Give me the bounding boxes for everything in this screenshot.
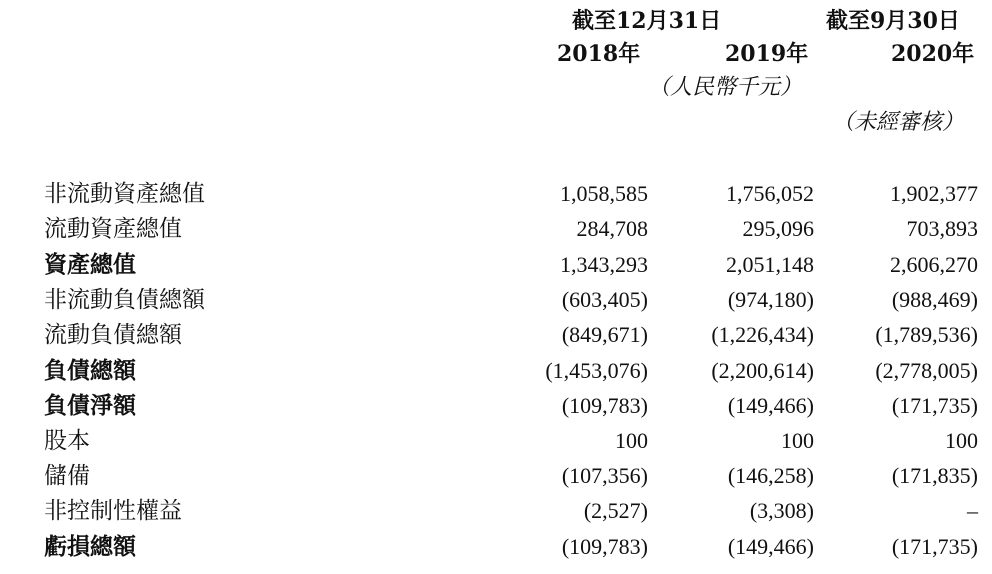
table-row [0, 356, 992, 390]
value-2018: (849,671) [561, 322, 648, 347]
value-2018: 284,708 [576, 216, 648, 241]
year-header-2018: 2018年 [557, 41, 641, 67]
table-row [0, 250, 992, 284]
table-row [0, 461, 992, 495]
value-2020: (988,469) [891, 287, 978, 312]
value-2018: 1,058,585 [560, 181, 648, 206]
row-label: 負債總額 [44, 357, 136, 384]
table-row [0, 391, 992, 425]
row-label: 流動負債總額 [44, 322, 182, 348]
value-2019: (2,200,614) [711, 358, 814, 383]
value-2019: (149,466) [727, 393, 814, 418]
table-row [0, 179, 992, 213]
value-2019: (1,226,434) [711, 322, 814, 347]
value-2018: (1,453,076) [545, 358, 648, 383]
value-2020: 2,606,270 [890, 252, 978, 277]
value-2019: 295,096 [742, 216, 814, 241]
value-2020: 703,893 [906, 216, 978, 241]
row-label: 非流動負債總額 [44, 287, 205, 313]
table-row [0, 532, 992, 566]
value-2018: (2,527) [583, 498, 648, 523]
value-2019: (974,180) [727, 287, 814, 312]
value-2019: (149,466) [727, 534, 814, 559]
row-label: 資產總值 [44, 251, 136, 278]
row-label: 儲備 [44, 463, 90, 489]
period-header-dec: 截至12月31日 [572, 8, 722, 34]
table-row [0, 496, 992, 530]
value-2019: 2,051,148 [726, 252, 814, 277]
value-2018: 1,343,293 [560, 252, 648, 277]
value-2020: – [967, 498, 978, 523]
table-row [0, 426, 992, 460]
currency-unit: （人民幣千元） [648, 75, 803, 100]
table-row [0, 214, 992, 248]
row-label: 流動資產總值 [44, 216, 182, 242]
year-header-2020: 2020年 [891, 41, 975, 67]
row-label: 虧損總額 [44, 533, 136, 560]
row-label: 非流動資產總值 [44, 181, 205, 207]
value-2019: (3,308) [749, 498, 814, 523]
value-2018: 100 [615, 428, 648, 453]
value-2018: (603,405) [561, 287, 648, 312]
period-header-sep: 截至9月30日 [826, 8, 960, 34]
row-label: 負債淨額 [44, 392, 136, 419]
value-2018: (109,783) [561, 534, 648, 559]
value-2020: (171,835) [891, 463, 978, 488]
value-2020: 1,902,377 [890, 181, 978, 206]
value-2020: (2,778,005) [875, 358, 978, 383]
row-label: 股本 [44, 428, 90, 454]
row-label: 非控制性權益 [44, 498, 182, 524]
value-2018: (109,783) [561, 393, 648, 418]
table-row [0, 285, 992, 319]
unaudited-note: （未經審核） [832, 110, 965, 135]
value-2019: (146,258) [727, 463, 814, 488]
value-2019: 100 [781, 428, 814, 453]
table-row [0, 320, 992, 354]
value-2020: (171,735) [891, 534, 978, 559]
value-2018: (107,356) [561, 463, 648, 488]
year-header-2019: 2019年 [725, 41, 809, 67]
value-2020: (1,789,536) [875, 322, 978, 347]
value-2019: 1,756,052 [726, 181, 814, 206]
value-2020: (171,735) [891, 393, 978, 418]
value-2020: 100 [945, 428, 978, 453]
